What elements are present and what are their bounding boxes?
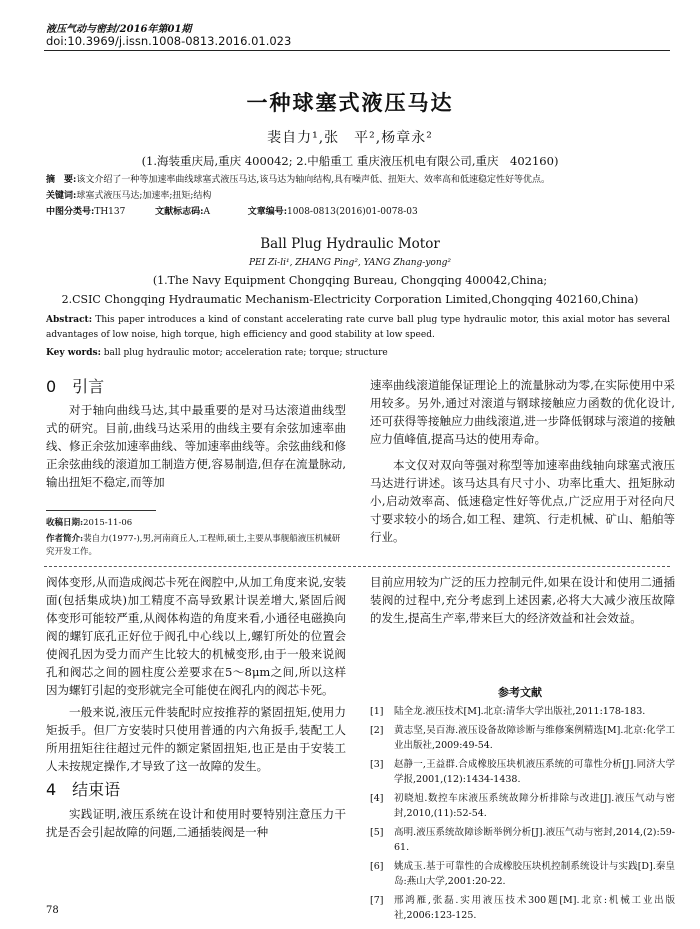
doi-text: doi:10.3969/j.issn.1008-0813.2016.01.023 (46, 34, 292, 48)
intro-left-column (46, 401, 346, 491)
lower-right-column (370, 573, 675, 627)
page-number: 78 (46, 905, 59, 916)
reference-text: 赵静一,王益群.合成橡胶压块机液压系统的可靠性分析[J].同济大学学报,2001,(12):1434-1438. (394, 759, 675, 785)
intro-left-paragraph: 对于轴向曲线马达,其中最重要的是对马达滚道曲线型式的研究。目前,曲线马达采用的曲线主要有余弦加速率曲线、修正余弦加速率曲线、等加速率曲线等。余弦曲线和修正余弦曲线的滚道加工制造方便,容易制造,但存在流量脉动,输出扭矩不稳定,而等加 (46, 403, 346, 489)
en-affiliation-1: (1.The Navy Equipment Chongqing Bureau, Chongqing 400042,China; (152, 274, 548, 287)
reference-text: 初晓旭.数控车床液压系统故障分析排除与改进[J].液压气动与密封,2010,(11):52-54. (394, 793, 675, 819)
cn-keywords-label: 关键词: (46, 191, 77, 201)
reference-list (370, 704, 675, 927)
references-heading: 参考文献 (498, 686, 542, 699)
page-title: 一种球塞式液压马达 (246, 90, 454, 115)
reference-item (370, 704, 675, 719)
en-authors: PEI Zi-li¹, ZHANG Ping², YANG Zhang-yong² (249, 258, 451, 268)
en-keywords (46, 348, 670, 358)
lower-left-paragraph-2: 一般来说,液压元件装配时应按推荐的紧固扭矩,使用力矩扳手。但厂方安装时只使用普通的内六角扳手,装配工人所用扭矩往往超过元件的额定紧固扭矩,也正是由于安装工人未按规定操作,才导致了这一故障的发生。 (46, 705, 346, 773)
lower-left-column (46, 573, 346, 841)
reference-text: 姚成玉.基于可靠性的合成橡胶压块机控制系统设计与实践[D].秦皇岛:燕山大学,2001:20-22. (394, 861, 675, 887)
footnote-author (46, 533, 346, 559)
reference-item (370, 791, 675, 821)
reference-item (370, 825, 675, 855)
cn-abstract-label: 摘 要: (46, 175, 77, 185)
author-bio-text: 裴自力(1977-),男,河南商丘人,工程师,硕士,主要从事舰船液压机械研究开发工作。 (46, 534, 341, 557)
author-bio-label: 作者简介: (46, 534, 84, 544)
en-title: Ball Plug Hydraulic Motor (260, 236, 440, 252)
reference-number: [7] (370, 895, 384, 906)
reference-number: [3] (370, 759, 384, 770)
cn-authors: 裴自力¹,张 平²,杨章永² (267, 130, 433, 146)
reference-number: [4] (370, 793, 384, 804)
lower-left-paragraph-1: 阀体变形,从而造成阀芯卡死在阀腔中,从加工角度来说,安装面(包括集成块)加工精度不高导致累计误差增大,紧固后阀体变形可能较严重,从阀体构造的角度来看,小通径电磁换向阀的螺钉底孔正好位于阀孔中心线以上,螺钉所处的位置会使阀孔因为受力而产生比较大的机械变形,由于一般来说阀孔和阀芯之间的圆柱度公差要求在5～8μm之间,所以这样因为螺钉引起的变形就完全可能使在阀孔内的阀芯卡死。 (46, 575, 346, 697)
reference-text: 邢鸿雁,张磊.实用液压技术300题[M].北京:机械工业出版社,2006:123-125. (394, 895, 675, 921)
reference-item (370, 723, 675, 753)
reference-text: 黄志坚,吴百海.液压设备故障诊断与维修案例精选[M].北京:化学工业出版社,2009:49-54. (394, 725, 675, 751)
intro-right-paragraph-2: 本文仅对双向等强对称型等加速率曲线轴向球塞式液压马达进行讲述。该马达具有尺寸小、功率比重大、扭矩脉动小,启动效率高、低速稳定性好等优点,广泛应用于对径向尺寸要求较小的场合,如工程、建筑、行走机械、矿山、船舶等行业。 (370, 458, 675, 544)
reference-number: [6] (370, 861, 384, 872)
reference-text: 陆全龙.液压技术[M].北京:清华大学出版社,2011:178-183. (394, 706, 646, 717)
reference-number: [5] (370, 827, 384, 838)
cn-affiliation: (1.海装重庆局,重庆 400042; 2.中船重工 重庆液压机电有限公司,重庆 402160) (141, 154, 559, 168)
en-affiliation-2: 2.CSIC Chongqing Hydraumatic Mechanism-Electricity Corporation Limited,Chongqing 402160,China) (61, 293, 639, 306)
reference-item (370, 859, 675, 889)
cn-keywords-text: 球塞式液压马达;加速率;扭矩;结构 (76, 191, 212, 201)
lower-right-paragraph: 目前应用较为广泛的压力控制元件,如果在设计和使用二通插装阀的过程中,充分考虑到上述因素,必将大大减少液压故障的发生,提高生产率,带来巨大的经济效益和社会效益。 (370, 575, 675, 625)
conclusion-heading: 4 结束语 (46, 780, 121, 799)
reference-number: [2] (370, 725, 384, 736)
doccode-label: 文献标志码: (155, 207, 204, 217)
cn-keywords (46, 189, 670, 203)
lower-left-paragraph-3: 实践证明,液压系统在设计和使用时要特别注意压力干扰是否会引起故障的问题,二通插装阀是一种 (46, 807, 346, 839)
articleno-label: 文章编号: (247, 207, 288, 217)
intro-right-column (370, 376, 675, 546)
reference-number: [1] (370, 706, 384, 717)
reference-item (370, 757, 675, 787)
cn-abstract-text: 该文介绍了一种等加速率曲线球塞式液压马达,该马达为轴向结构,具有噪声低、扭矩大、效率高和低速稳定性好等优点。 (76, 175, 551, 185)
en-abstract-label: Abstract: (46, 315, 93, 325)
en-abstract-text: This paper introduces a kind of constant accelerating rate curve ball plug type hydraulic motor, this axial motor has several advantages of low noise, high torque, high efficiency and good stability at low speed. (46, 315, 670, 340)
clc-value: TH137 (94, 207, 126, 217)
cn-classification (46, 205, 670, 219)
en-keywords-text: ball plug hydraulic motor; acceleration rate; torque; structure (100, 348, 388, 358)
cn-abstract (46, 173, 670, 187)
en-keywords-label: Key words: (46, 348, 101, 358)
received-label: 收稿日期: (46, 518, 84, 528)
footnote-received (46, 517, 346, 530)
received-date: 2015-11-06 (83, 518, 133, 528)
articleno-value: 1008-0813(2016)01-0078-03 (287, 207, 418, 217)
footnote (46, 517, 346, 559)
header-rule (44, 50, 670, 51)
footnote-rule (46, 510, 156, 511)
journal-header: 液压气动与密封/2016年第01期 (46, 24, 192, 35)
intro-right-paragraph-1: 速率曲线滚道能保证理论上的流量脉动为零,在实际使用中采用较多。另外,通过对滚道与钢球接触应力函数的优化设计,还可获得等接触应力曲线滚道,进一步降低钢球与滚道的接触应力值峰值,提高马达的使用寿命。 (370, 378, 675, 446)
doccode-value: A (203, 207, 210, 217)
en-abstract (46, 313, 670, 343)
reference-text: 高明.液压系统故障诊断举例分析[J].液压气动与密封,2014,(2):59-61. (394, 827, 675, 853)
intro-heading: 0 引言 (46, 377, 105, 396)
reference-item (370, 893, 675, 923)
article-separator (44, 566, 670, 567)
clc-label: 中图分类号: (46, 207, 95, 217)
